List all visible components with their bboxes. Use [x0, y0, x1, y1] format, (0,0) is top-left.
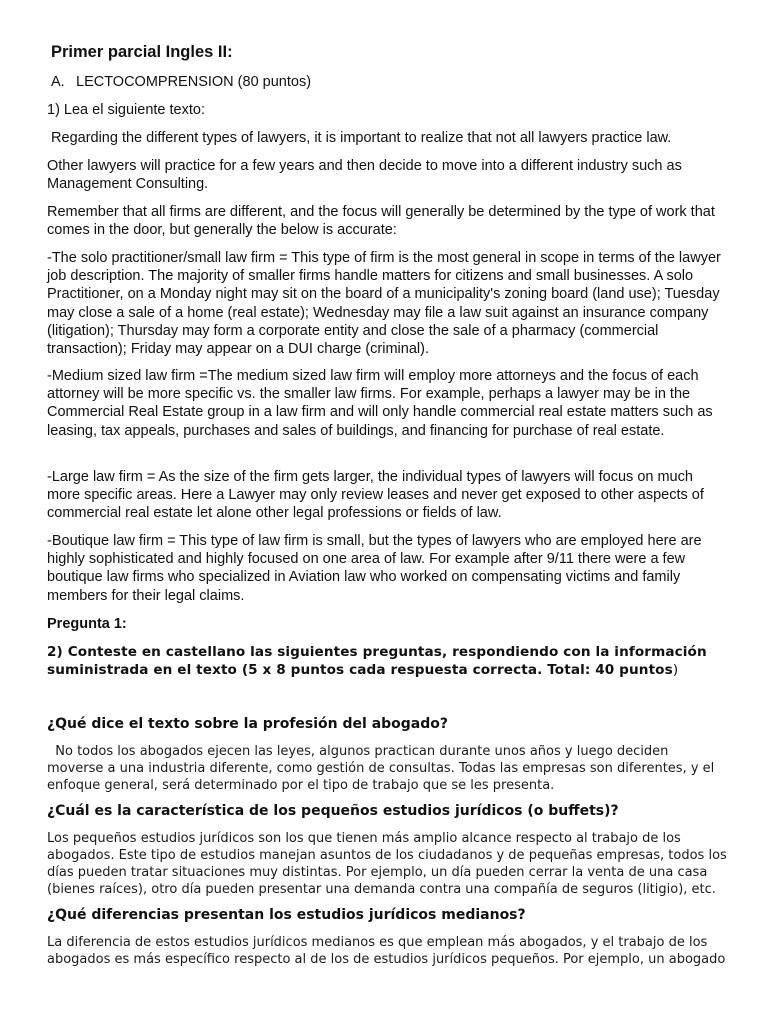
question-instruction — [47, 643, 707, 679]
reading-paragraph: Other lawyers will practice for a few years and then decide to move into a different industry such as Management Consulting. — [47, 158, 682, 193]
reading-paragraph-medium-firm: -Medium sized law firm =The medium sized law firm will employ more attorneys and the focus of each attorney will be more specific vs. the smaller law firms. For example, perhaps a lawyer may be in the Commercial Real Estate group in a law firm and will only handle commercial real estate matters such as leasing, tax appeals, purchases and sales of buildings, and financing for purchase of real estate. — [47, 368, 713, 439]
section-label: LECTOCOMPRENSION (80 puntos) — [76, 74, 312, 90]
section-heading — [51, 73, 731, 91]
reading-paragraph-large-firm: -Large law firm = As the size of the firm gets larger, the individual types of lawyers will focus on much more specific areas. Here a Lawyer may only review leases and never get exposed to other aspects of commercial real estate let alone other legal professions or fields of law. — [47, 469, 704, 522]
answer-text: Los pequeños estudios jurídicos son los que tienen más amplio alcance respecto al trabajo de los abogados. Este tipo de estudios manejan asuntos de los ciudadanos y de pequeñas empresas, todos los días pueden tratar situaciones muy distintas. Por ejemplo, un día pueden cerrar la venta de una casa (bienes raíces), otro día pueden presentar una demanda contra una compañía de seguros (litigio), etc. — [47, 831, 727, 897]
section-letter: A. — [51, 74, 65, 90]
reading-paragraph-boutique-firm: -Boutique law firm = This type of law firm is small, but the types of lawyers who are employed here are highly sophisticated and highly focused on one area of law. For example after 9/11 there were a few boutique law firms who specialized in Aviation law who worked on compensating victims and family members for their legal claims. — [47, 533, 702, 604]
sub-question: ¿Qué diferencias presentan los estudios jurídicos medianos? — [47, 907, 526, 923]
question-heading: Pregunta 1: — [47, 616, 127, 632]
question-instruction-text: 2) Conteste en castellano las siguientes preguntas, respondiendo con la información suministrada en el texto (5 x 8 puntos cada respuesta correcta. Total: 40 puntos — [47, 644, 707, 678]
question-instruction-tail: ) — [672, 662, 679, 678]
sub-question: ¿Qué dice el texto sobre la profesión del abogado? — [47, 716, 449, 732]
reading-paragraph: Remember that all firms are different, and the focus will generally be determined by the type of work that comes in the door, but generally the below is accurate: — [47, 204, 715, 239]
page-title: Primer parcial Ingles II: — [51, 43, 233, 61]
reading-paragraph-solo-firm: -The solo practitioner/small law firm = This type of firm is the most general in scope in terms of the lawyer job description. The majority of smaller firms handle matters for citizens and small businesses. A solo Practitioner, on a Monday night may sit on the board of a municipality's zoning board (land use); Tuesday may close a sale of a home (real estate); Wednesday may file a law suit against an insurance company (litigation); Thursday may form a corporate entity and close the sale of a pharmacy (commercial transaction); Friday may appear on a DUI charge (criminal). — [47, 250, 721, 358]
sub-question: ¿Cuál es la característica de los pequeños estudios jurídicos (o buffets)? — [47, 803, 619, 819]
answer-text: La diferencia de estos estudios jurídicos medianos es que emplean más abogados, y el trabajo de los abogados es más específico respecto al de los de estudios jurídicos pequeños. Por ejemplo, un abogado — [47, 935, 726, 967]
answer-text: No todos los abogados ejecen las leyes, algunos practican durante unos años y luego deciden moverse a una industria diferente, como gestión de consultas. Todas las empresas son diferentes, y el enfoque general, será determinado por el tipo de trabajo que se les presenta. — [47, 744, 719, 793]
reading-instruction: 1) Lea el siguiente texto: — [47, 102, 205, 118]
reading-paragraph-intro: Regarding the different types of lawyers, it is important to realize that not all lawyers practice law. — [47, 130, 672, 146]
